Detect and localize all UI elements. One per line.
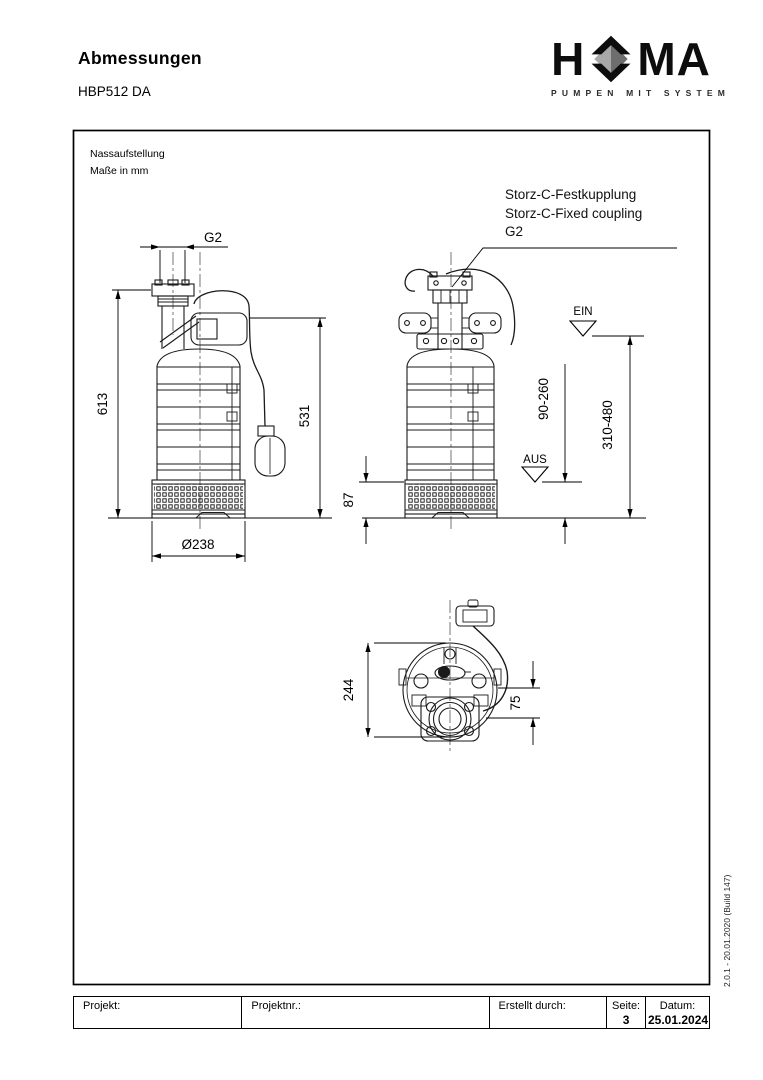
version-note: 2.0.1 - 20.01.2020 (Build 147)	[722, 874, 732, 987]
dim-top-width: 244	[341, 678, 356, 702]
projektnr-label: Projektnr.:	[251, 1000, 301, 1012]
drawing-frame	[74, 131, 710, 985]
model-number: HBP512 DA	[78, 84, 151, 99]
logo-letter-h: H	[551, 33, 586, 85]
pump-front-view	[152, 280, 285, 518]
dim-switch-on-range: 310-480	[600, 400, 615, 450]
callout-line-de: Storz-C-Festkupplung	[505, 187, 637, 202]
water-level-on-icon	[570, 321, 596, 336]
datum-label: Datum:	[659, 1000, 696, 1012]
level-on-label: EIN	[573, 306, 593, 318]
dim-strainer-height: 87	[341, 492, 356, 508]
dim-g2: G2	[203, 230, 223, 245]
cell-seite	[607, 997, 646, 1028]
seite-label: Seite:	[611, 1000, 641, 1012]
datum-value: 25.01.2024	[647, 1013, 709, 1027]
dim-body-height: 531	[297, 404, 312, 428]
cell-projekt	[74, 997, 242, 1028]
dim-outlet-offset: 75	[508, 695, 523, 711]
cell-erstellt-durch	[490, 997, 608, 1028]
callout-line-en: Storz-C-Fixed coupling	[505, 205, 643, 221]
pump-side-view	[399, 269, 515, 518]
level-off-label: AUS	[523, 454, 547, 466]
seite-value: 3	[622, 1013, 630, 1027]
dim-total-height: 613	[95, 392, 110, 416]
title-block-table	[73, 996, 710, 1029]
cell-datum	[646, 997, 709, 1028]
projekt-label: Projekt:	[83, 1000, 121, 1012]
note-installation: Nassaufstellung	[90, 148, 165, 160]
page-title: Abmessungen	[78, 48, 202, 68]
callout-line-thread: G2	[505, 224, 524, 239]
water-level-off-icon	[522, 467, 548, 482]
logo-tagline: PUMPEN MIT SYSTEM	[551, 88, 731, 98]
pump-top-view	[399, 600, 508, 741]
cell-projektnr	[242, 997, 489, 1028]
note-units: Maße in mm	[90, 165, 149, 177]
dim-switch-off-range: 90-260	[536, 377, 551, 421]
dim-diameter: Ø238	[181, 537, 215, 552]
erstellt-durch-label: Erstellt durch:	[498, 1000, 566, 1012]
logo-letter-ma: MA	[637, 33, 711, 85]
